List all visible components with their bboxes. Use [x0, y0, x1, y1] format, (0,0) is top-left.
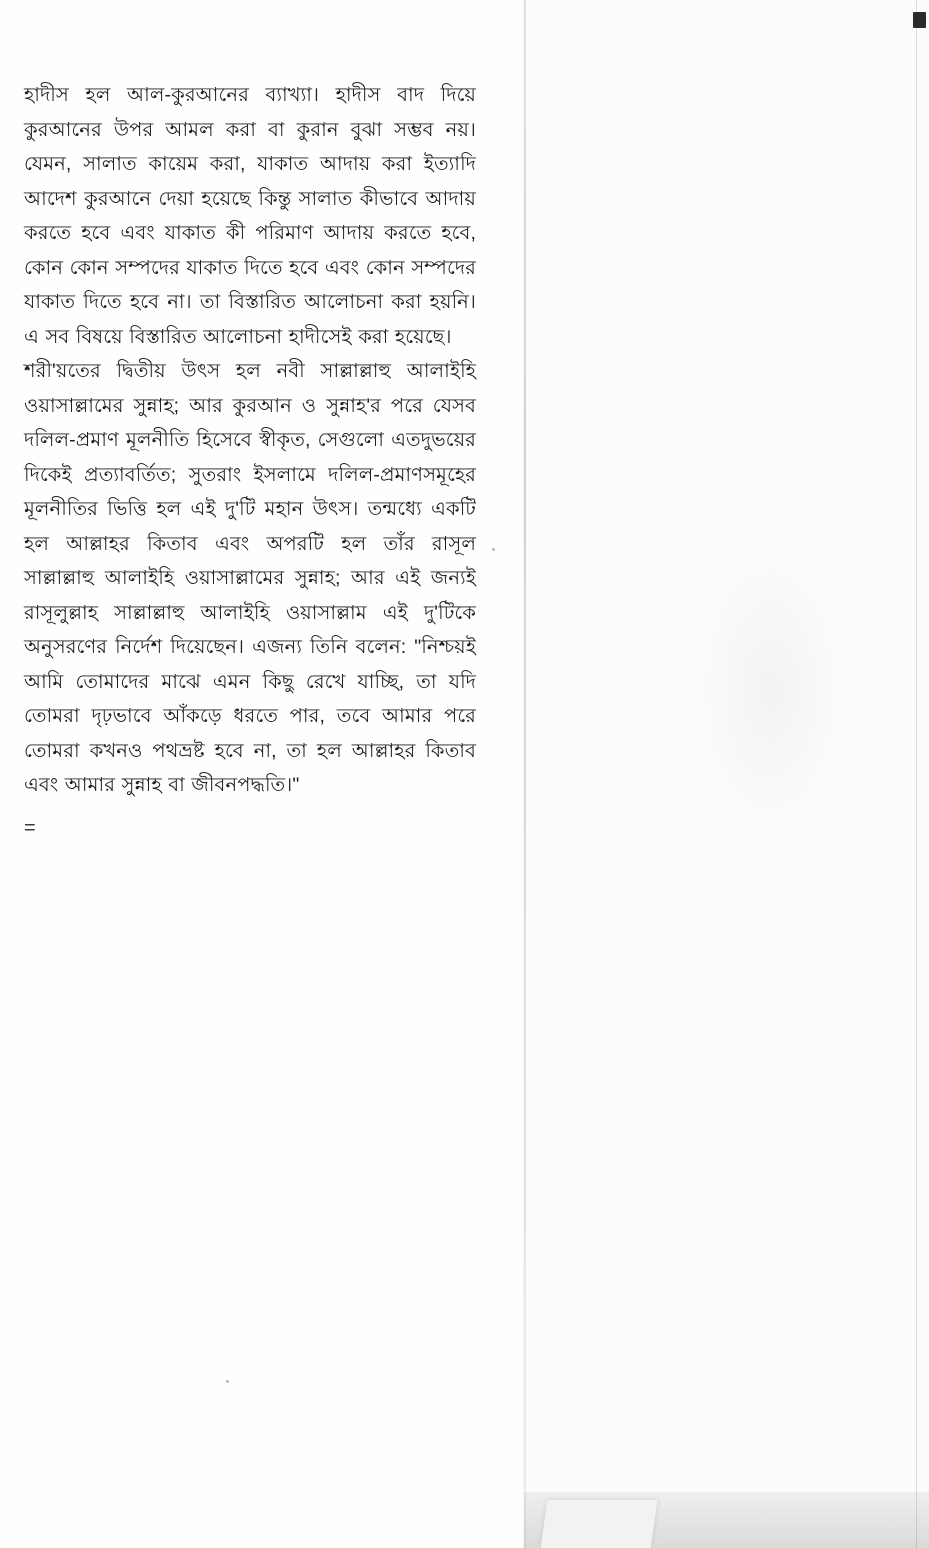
paper-speck — [226, 1380, 229, 1383]
body-text-block — [24, 78, 476, 840]
paragraph-2: শরী'য়তের দ্বিতীয় উৎস হল নবী সাল্লাল্লাহু আলাইহি ওয়াসাল্লামের সুন্নাহ; আর কুরআন ও সুন্নাহ'র পরে যেসব দলিল-প্রমাণ মূলনীতি হিসেবে স্বীকৃত, সেগুলো এতদুভয়ের দিকেই প্রত্যাবর্তিত; সুতরাং ইসলামে দলিল-প্রমাণসমূহের মূলনীতির ভিত্তি হল এই দু'টি মহান উৎস। তন্মধ্যে একটি হল আল্লাহর কিতাব এবং অপরটি হল তাঁর রাসূল সাল্লাল্লাহু আলাইহি ওয়াসাল্লামের সুন্নাহ; আর এই জন্যই রাসূলুল্লাহ সাল্লাল্লাহু আলাইহি ওয়াসাল্লাম এই দু'টিকে অনুসরণের নির্দেশ দিয়েছেন। এজন্য তিনি বলেন: "নিশ্চয়ই আমি তোমাদের মাঝে এমন কিছু রেখে যাচ্ছি, তা যদি তোমরা দৃঢ়ভাবে আঁকড়ে ধরতে পার, তবে আমার পরে তোমরা কখনও পথভ্রষ্ট হবে না, তা হল আল্লাহর কিতাব এবং আমার সুন্নাহ বা জীবনপদ্ধতি।" — [24, 360, 476, 796]
end-of-section-mark: = — [24, 816, 37, 839]
paper-smudge — [700, 560, 840, 820]
paper-speck — [492, 548, 495, 551]
page-gutter-divider — [524, 0, 526, 1548]
paragraph-1: হাদীস হল আল-কুরআনের ব্যাখ্যা। হাদীস বাদ দিয়ে কুরআনের উপর আমল করা বা কুরান বুঝা সম্ভব নয়। যেমন, সালাত কায়েম করা, যাকাত আদায় করা ইত্যাদি আদেশ কুরআনে দেয়া হয়েছে কিন্তু সালাত কীভাবে আদায় করতে হবে এবং যাকাত কী পরিমাণ আদায় করতে হবে, কোন কোন সম্পদের যাকাত দিতে হবে এবং কোন সম্পদের যাকাত দিতে হবে না। তা বিস্তারিত আলোচনা করা হয়নি। এ সব বিষয়ে বিস্তারিত আলোচনা হাদীসেই করা হয়েছে। — [24, 84, 476, 348]
paper-bottom-curl — [524, 1492, 929, 1548]
page-edge-mark — [913, 12, 926, 28]
page-right-edge — [916, 0, 917, 1548]
